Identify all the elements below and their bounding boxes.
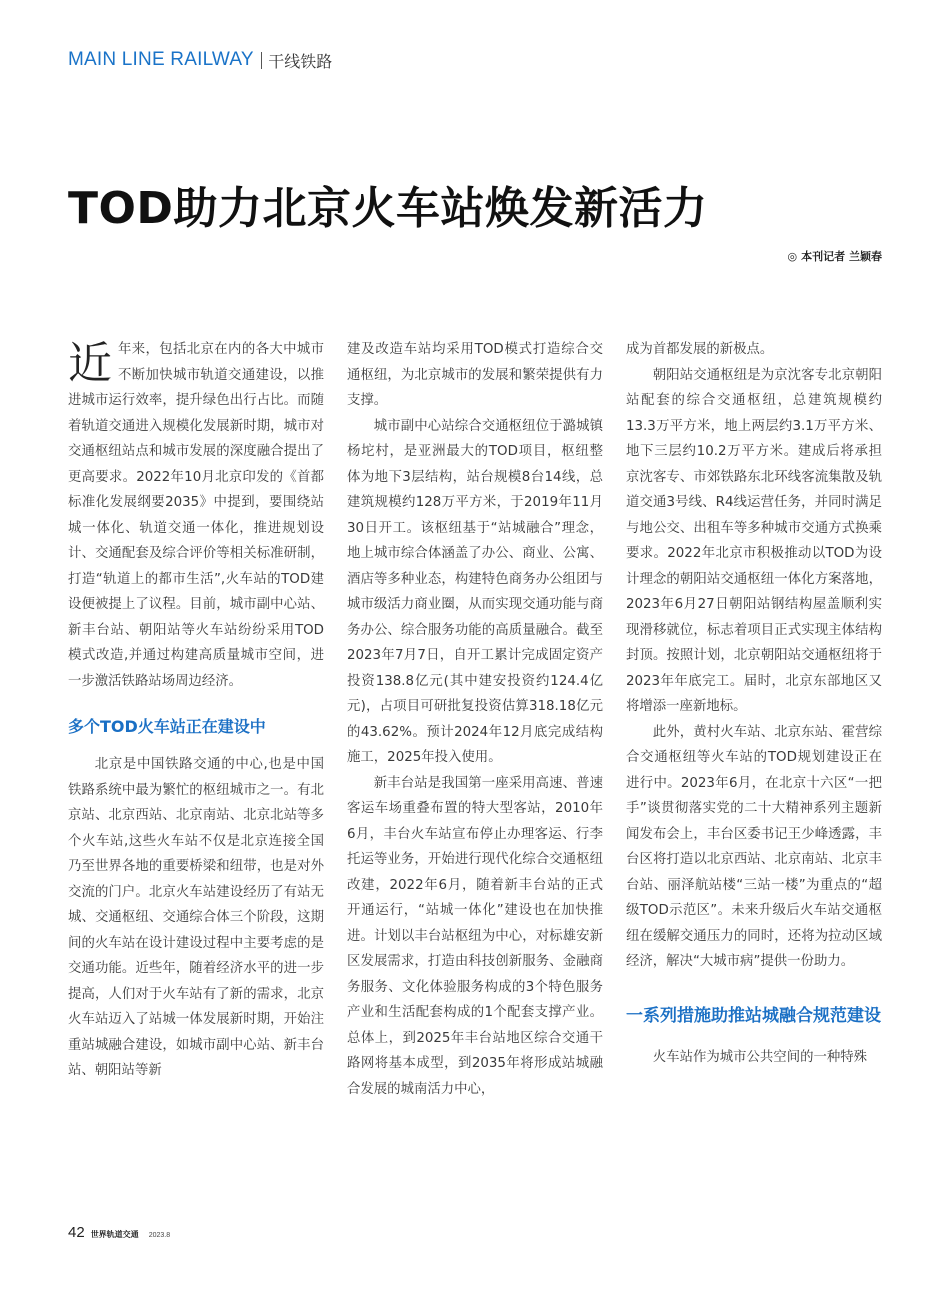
section-header: [68, 48, 332, 72]
section-label-en: MAIN LINE RAILWAY: [68, 49, 254, 70]
paragraph: 城市副中心站综合交通枢纽位于潞城镇杨坨村，是亚洲最大的TOD项目，枢纽整体为地下3层结构，站台规模8台14线，总建筑规模约128万平方米，于2019年11月30日开工。该枢纽基于“站城融合”理念，地上城市综合体涵盖了办公、商业、公寓、酒店等多种业态，构建特色商务办公组团与城市级活力商业圈，从而实现交通功能与商务办公、综合服务功能的高质量融合。截至2023年7月7日，自开工累计完成固定资产投资138.8亿元(其中建安投资约124.4亿元)，占项目可研批复投资估算318.18亿元的43.62%。预计2024年12月底完成结构施工，2025年投入使用。: [347, 418, 603, 765]
drop-cap: 近: [68, 338, 112, 389]
paragraph: [68, 337, 324, 694]
byline-author: 本刊记者 兰颖春: [801, 250, 882, 263]
byline-mark-icon: ◎: [787, 250, 798, 263]
paragraph: 新丰台站是我国第一座采用高速、普速客运车场重叠布置的特大型客站，2010年6月，丰台火车站宣布停止办理客运、行李托运等业务，开始进行现代化综合交通枢纽改建，2022年6月，随着新丰台站的正式开通运行，“站城一体化”建设也在加快推进。计划以丰台站枢纽为中心，对标雄安新区发展需求，打造由科技创新服务、金融商务服务、文化体验服务构成的3个特色服务产业和生活配套构成的1个配套支撑产业。总体上，到2025年丰台站地区综合交通干路网将基本成型，到2035年将形成站城融合发展的城南活力中心，: [347, 775, 603, 1097]
page-footer: [68, 1224, 170, 1241]
article-title: TOD助力北京火车站焕发新活力: [68, 183, 708, 234]
paragraph: 北京是中国铁路交通的中心,也是中国铁路系统中最为繁忙的枢纽城市之一。有北京站、北京西站、北京南站、北京北站等多个火车站,这些火车站不仅是北京连接全国乃至世界各地的重要桥梁和纽带，也是对外交流的门户。北京火车站建设经历了有站无城、交通枢纽、交通综合体三个阶段，这期间的火车站在设计建设过程中主要考虑的是交通功能。近些年，随着经济水平的进一步提高，人们对于火车站有了新的需求，北京火车站迈入了站城一体发展新时期，开始注重站城融合建设，如城市副中心站、新丰台站、朝阳站等新: [68, 757, 324, 1078]
page-number: 42: [68, 1224, 85, 1241]
section-heading: 一系列措施助推站城融合规范建设: [626, 1005, 881, 1026]
section-label-zh: 干线铁路: [268, 51, 333, 71]
paragraph: 朝阳站交通枢纽是为京沈客专北京朝阳站配套的综合交通枢纽，总建筑规模约13.3万平方米，地上两层约3.1万平方米、地下三层约10.2万平方米。建成后将承担京沈客专、市郊铁路东北环线客流集散及轨道交通3号线、R4线运营任务，并同时满足与地公交、出租车等多种城市交通方式换乘要求。2022年北京市积极推动以TOD为设计理念的朝阳站交通枢纽一体化方案落地，2023年6月27日朝阳站钢结构屋盖顺利实现滑移就位，标志着项目正式实现主体结构封顶。按照计划，北京朝阳站交通枢纽将于2023年年底完工。届时，北京东部地区又将增添一座新地标。: [626, 367, 882, 714]
section-heading: 多个TOD火车站正在建设中: [68, 717, 266, 736]
column-3: [626, 337, 882, 1070]
issue-date: 2023.8: [148, 1232, 171, 1239]
header-divider: [261, 52, 263, 69]
paragraph: 火车站作为城市公共空间的一种特殊: [652, 1049, 868, 1065]
paragraph-text: 年来，包括北京在内的各大中城市不断加快城市轨道交通建设，以推进城市运行效率，提升绿色出行占比。而随着轨道交通进入规模化发展新时期，城市对交通枢纽站点和城市发展的深度融合提出了更高要求。2022年10月北京印发的《首都标准化发展纲要2035》中提到，要围绕站城一体化、轨道交通一体化，推进规划设计、交通配套及综合评价等相关标准研制，打造“轨道上的都市生活”,火车站的TOD建设便被提上了议程。目前，城市副中心站、新丰台站、朝阳站等火车站纷纷采用TOD模式改造,并通过构建高质量城市空间，进一步激活铁路站场周边经济。: [68, 342, 324, 689]
magazine-name: 世界轨道交通: [90, 1230, 139, 1239]
paragraph: 此外，黄村火车站、北京东站、霍营综合交通枢纽等火车站的TOD规划建设正在进行中。2023年6月，在北京十六区“一把手”谈贯彻落实党的二十大精神系列主题新闻发布会上，丰台区委书记王少峰透露，丰台区将打造以北京西站、北京南站、北京丰台站、丽泽航站楼“三站一楼”为重点的“超级TOD示范区”。未来升级后火车站交通枢纽在缓解交通压力的同时，还将为拉动区域经济，解决“大城市病”提供一份助力。: [626, 724, 882, 969]
column-1: [68, 337, 324, 1084]
paragraph: 建及改造车站均采用TOD模式打造综合交通枢纽，为北京城市的发展和繁荣提供有力支撑。: [347, 342, 603, 408]
byline: [788, 248, 882, 264]
column-2: [347, 337, 603, 1102]
paragraph: 成为首都发展的新极点。: [626, 342, 774, 357]
